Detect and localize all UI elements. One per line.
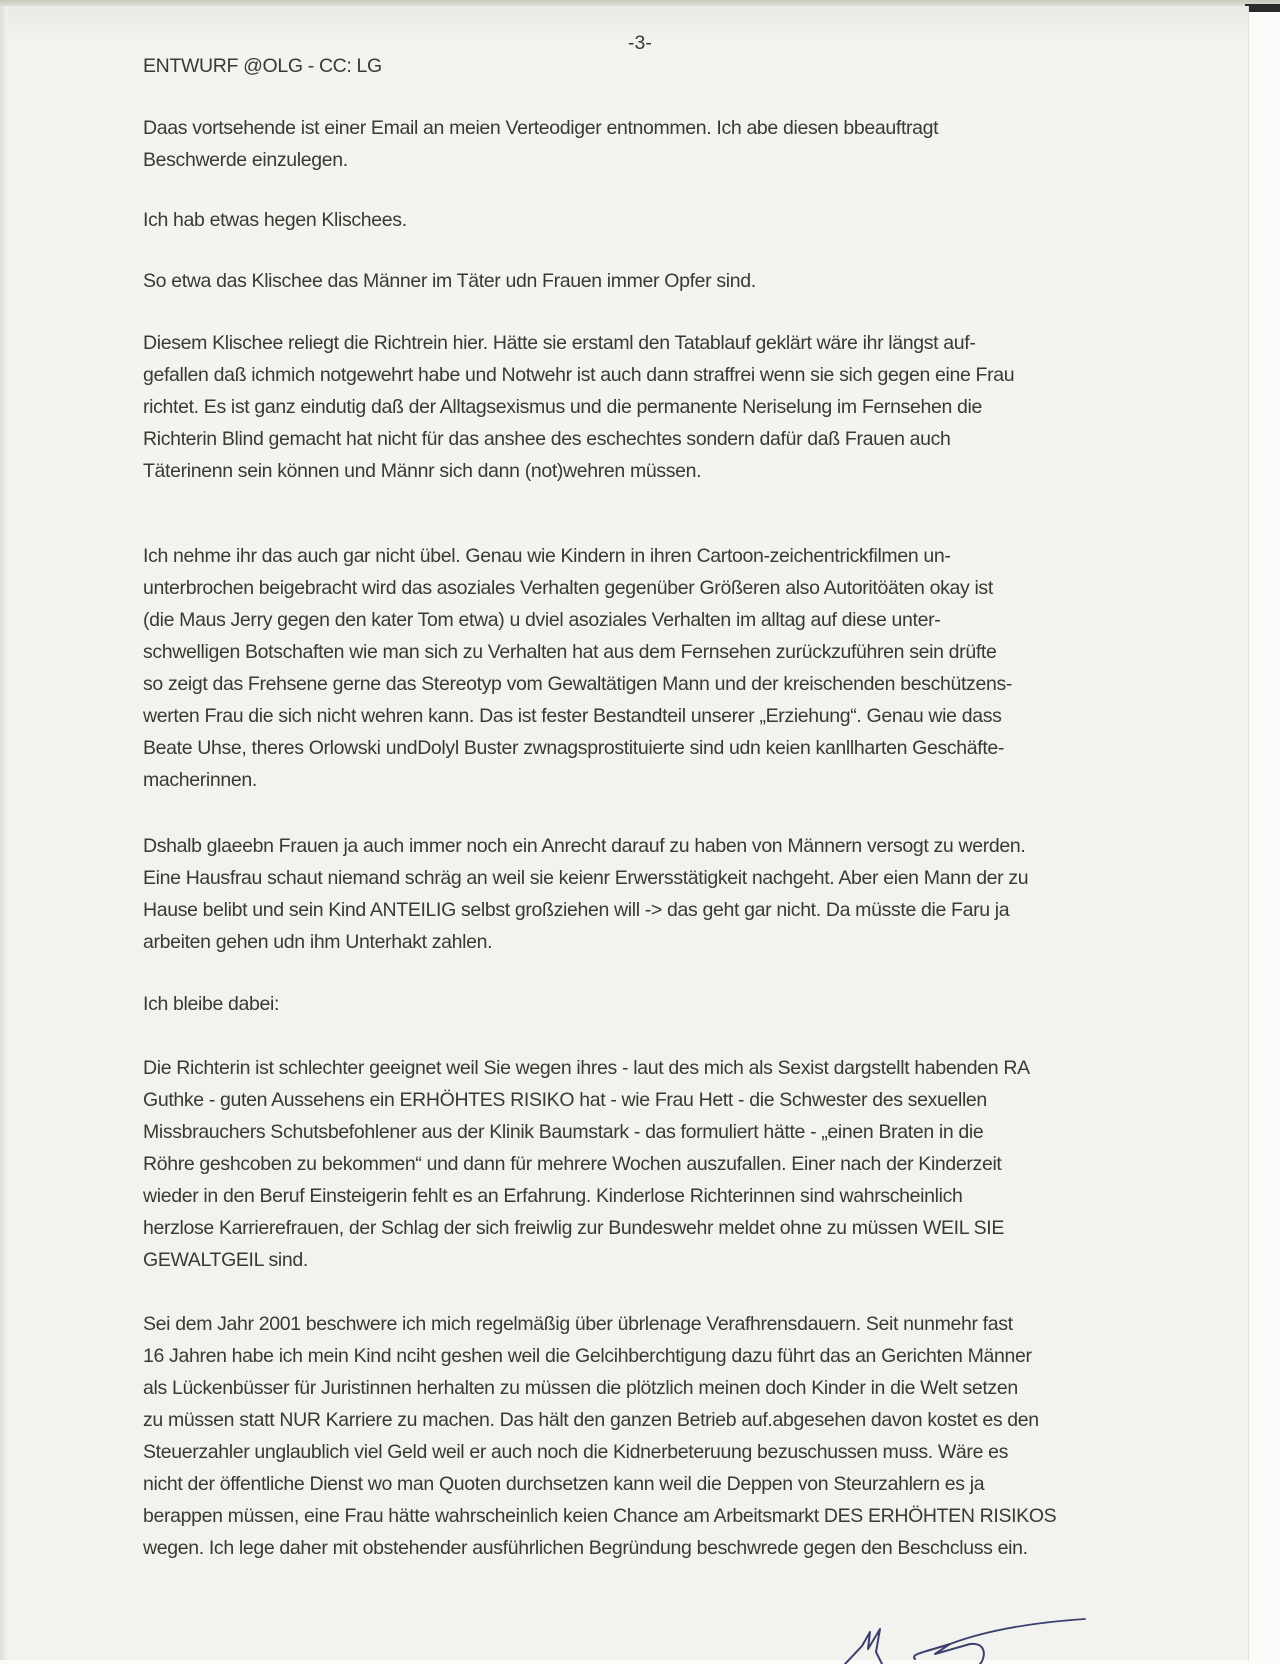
text-line: Daas vortsehende ist einer Email an meien Verteodiger entnommen. Ich abe diesen bbeauftragt	[143, 117, 939, 139]
text-line: Beate Uhse, theres Orlowski undDolyl Buster zwnagsprostituierte sind udn keien kanllharten Geschäfte-	[143, 737, 1005, 759]
text-line: So etwa das Klischee das Männer im Täter udn Frauen immer Opfer sind.	[143, 270, 756, 292]
text-line: macherinnen.	[143, 769, 257, 791]
text-line: werten Frau die sich nicht wehren kann. Das ist fester Bestandteil unserer „Erziehung“. Genau wie dass	[143, 705, 1002, 727]
text-line: Sei dem Jahr 2001 beschwere ich mich regelmäßig über übrlenage Verafhrensdauern. Seit nunmehr fast	[143, 1313, 1013, 1335]
text-line: zu müssen statt NUR Karriere zu machen. Das hält den ganzen Betrieb auf.abgesehen davon kostet es den	[143, 1409, 1039, 1431]
text-line: Ich hab etwas hegen Klischees.	[143, 209, 407, 231]
text-line: unterbrochen beigebracht wird das asoziales Verhalten gegenüber Größeren also Autoritöäten okay ist	[143, 577, 993, 599]
text-line: nicht der öffentliche Dienst wo man Quoten durchsetzen kann weil die Deppen von Steurzahlern es ja	[143, 1473, 985, 1495]
text-line: Hause belibt und sein Kind ANTEILIG selbst großziehen will -> das geht gar nicht. Da müsste die Faru ja	[143, 899, 1010, 921]
paragraph-4	[143, 327, 1014, 487]
text-line: Beschwerde einzulegen.	[143, 149, 348, 171]
text-line: herzlose Karrierefrauen, der Schlag der sich freiwlig zur Bundeswehr meldet ohne zu müssen WEIL SIE	[143, 1217, 1004, 1239]
text-line: so zeigt das Frehsene gerne das Stereotyp vom Gewaltätigen Mann und der kreischenden beschützens-	[143, 673, 1012, 695]
signature-icon	[840, 1604, 1100, 1664]
paragraph-8	[143, 1052, 1030, 1276]
text-line: GEWALTGEIL sind.	[143, 1249, 308, 1271]
text-line: Ich bleibe dabei:	[143, 993, 280, 1015]
text-line: gefallen daß ichmich notgewehrt habe und Notwehr ist auch dann straffrei wenn sie sich gegen eine Frau	[143, 364, 1015, 386]
text-line: arbeiten gehen udn ihm Unterhakt zahlen.	[143, 931, 493, 953]
text-line: wieder in den Beruf Einsteigerin fehlt es an Erfahrung. Kinderlose Richterinnen sind wahrscheinlich	[143, 1185, 963, 1207]
text-line: (die Maus Jerry gegen den kater Tom etwa) u dviel asoziales Verhalten im alltag auf diese unter-	[143, 609, 941, 631]
paragraph-2	[143, 204, 407, 236]
text-line: Täterinenn sein können und Männr sich dann (not)wehren müssen.	[143, 460, 702, 482]
page-number: -3-	[628, 32, 652, 54]
paragraph-3	[143, 265, 756, 297]
text-line: Ich nehme ihr das auch gar nicht übel. Genau wie Kindern in ihren Cartoon-zeichentrickfilmen un-	[143, 545, 951, 567]
paragraph-1	[143, 112, 938, 176]
text-line: Dshalb glaeebn Frauen ja auch immer noch ein Anrecht darauf zu haben von Männern versogt zu werden.	[143, 835, 1026, 857]
text-line: Richterin Blind gemacht hat nicht für das anshee des eschechtes sondern dafür daß Frauen auch	[143, 428, 951, 450]
paragraph-5	[143, 540, 1012, 796]
text-line: schwelligen Botschaften wie man sich zu Verhalten hat aus dem Fernsehen zurückzuführen sein drüfte	[143, 641, 997, 663]
paragraph-7	[143, 988, 279, 1020]
document-header: ENTWURF @OLG - CC: LG	[143, 55, 382, 77]
text-line: Missbrauchers Schutsbefohlener aus der Klinik Baumstark - das formuliert hätte - „einen Braten in die	[143, 1121, 984, 1143]
text-line: Diesem Klischee reliegt die Richtrein hier. Hätte sie erstaml den Tatablauf geklärt wäre ihr längst auf-	[143, 332, 976, 354]
text-line: Röhre geshcoben zu bekommen“ und dann für mehrere Wochen auszufallen. Einer nach der Kinderzeit	[143, 1153, 1002, 1175]
scanner-corner	[1245, 4, 1280, 12]
text-line: wegen. Ich lege daher mit obstehender ausführlichen Begründung beschwrede gegen den Beschcluss ein.	[143, 1537, 1028, 1559]
paragraph-6	[143, 830, 1028, 958]
text-line: Guthke - guten Aussehens ein ERHÖHTES RISIKO hat - wie Frau Hett - die Schwester des sexuellen	[143, 1089, 987, 1111]
text-line: richtet. Es ist ganz eindutig daß der Alltagsexismus und die permanente Neriselung im Fernsehen die	[143, 396, 982, 418]
text-line: Steuerzahler unglaublich viel Geld weil er auch noch die Kidnerbeteruung bezuschussen muss. Wäre es	[143, 1441, 1009, 1463]
paragraph-9	[143, 1308, 1056, 1564]
text-line: Eine Hausfrau schaut niemand schräg an weil sie keienr Erwersstätigkeit nachgeht. Aber eien Mann der zu	[143, 867, 1029, 889]
text-line: als Lückenbüsser für Juristinnen herhalten zu müssen die plötzlich meinen doch Kinder in die Welt setzen	[143, 1377, 1018, 1399]
text-line: 16 Jahren habe ich mein Kind nciht geshen weil die Gelcihberchtigung dazu führt das an Gerichten Männer	[143, 1345, 1032, 1367]
text-line: Die Richterin ist schlechter geeignet weil Sie wegen ihres - laut des mich als Sexist dargstellt habenden RA	[143, 1057, 1030, 1079]
text-line: berappen müssen, eine Frau hätte wahrscheinlich keien Chance am Arbeitsmarkt DES ERHÖHTEN RISIKOS	[143, 1505, 1057, 1527]
document-page	[0, 6, 1249, 1660]
